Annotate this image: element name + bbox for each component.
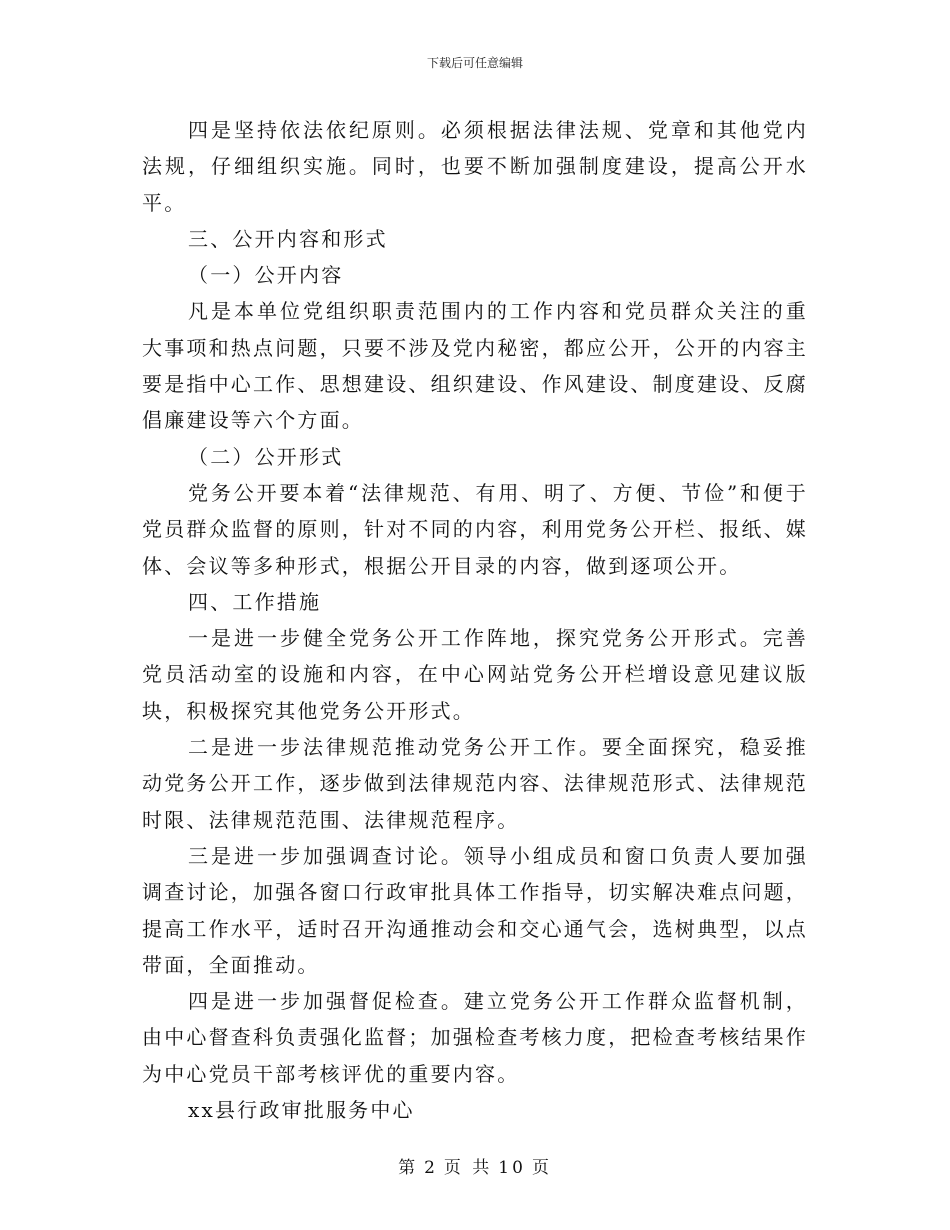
paragraph-principle-4: 四是坚持依法依纪原则。必须根据法律法规、党章和其他党内法规，仔细组织实施。同时，也要不断加强制度建设，提高公开水平。 [142, 118, 808, 215]
footer-prefix: 第 [398, 1158, 419, 1178]
footer-page-number: 2 [424, 1158, 438, 1178]
section-heading-3: 三、公开内容和形式 [188, 226, 388, 251]
page-footer [0, 1153, 950, 1178]
document-body [142, 112, 808, 1128]
paragraph-content: 凡是本单位党组织职责范围内的工作内容和党员群众关注的重大事项和热点问题，只要不涉及党内秘密，都应公开，公开的内容主要是指中心工作、思想建设、组织建设、作风建设、制度建设、反腐倡廉建设等六个方面。 [142, 299, 808, 433]
paragraph-measure-4: 四是进一步加强督促检查。建立党务公开工作群众监督机制，由中心督查科负责强化监督；加强检查考核力度，把检查考核结果作为中心党员干部考核评优的重要内容。 [142, 989, 808, 1086]
section-heading-4: 四、工作措施 [188, 589, 322, 614]
paragraph-measure-2: 二是进一步法律规范推动党务公开工作。要全面探究，稳妥推动党务公开工作，逐步做到法律规范内容、法律规范形式、法律规范时限、法律规范范围、法律规范程序。 [142, 735, 808, 832]
paragraph-measure-3: 三是进一步加强调查讨论。领导小组成员和窗口负责人要加强调查讨论，加强各窗口行政审批具体工作指导，切实解决难点问题，提高工作水平，适时召开沟通推动会和交心通气会，选树典型，以点带面，全面推动。 [142, 843, 808, 977]
footer-total-pages: 10 [498, 1158, 526, 1178]
page-header: 下载后可任意编辑 [426, 56, 523, 70]
footer-suffix: 页 [531, 1158, 552, 1178]
paragraph-measure-1: 一是进一步健全党务公开工作阵地，探究党务公开形式。完善党员活动室的设施和内容，在中心网站党务公开栏增设意见建议版块，积极探究其他党务公开形式。 [142, 626, 808, 723]
footer-mid: 页 共 [443, 1158, 493, 1178]
paragraph-form: 党务公开要本着“法律规范、有用、明了、方便、节俭”和便于党员群众监督的原则，针对不同的内容，利用党务公开栏、报纸、媒体、会议等多种形式，根据公开目录的内容，做到逐项公开。 [142, 480, 808, 578]
subsection-heading-content: （一）公开内容 [188, 263, 344, 288]
subsection-heading-form: （二）公开形式 [188, 444, 344, 469]
signature-organization: xx县行政审批服务中心 [188, 1098, 415, 1123]
